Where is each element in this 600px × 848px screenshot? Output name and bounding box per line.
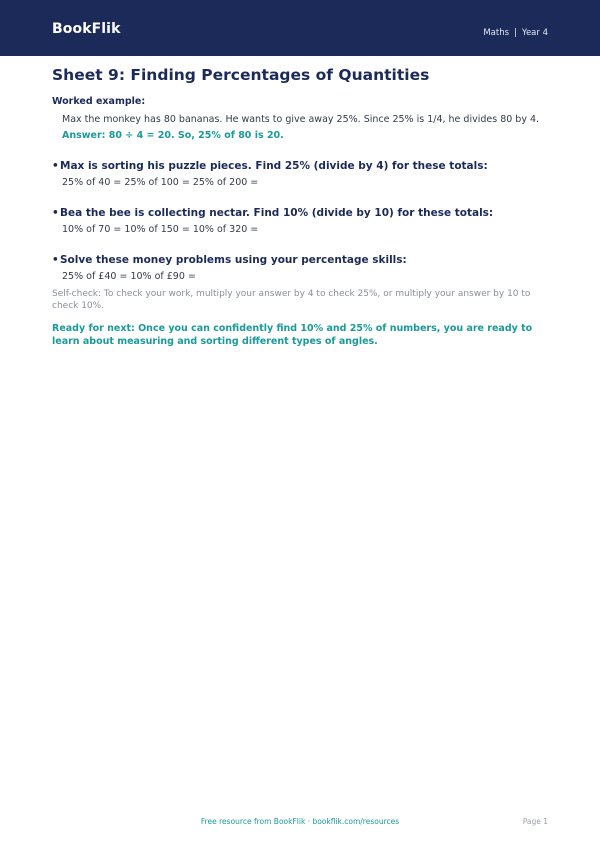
question-section-2 [52, 206, 552, 236]
brand-logo-text[interactable]: BookFlik [52, 21, 121, 37]
footer-source-link[interactable]: Free resource from BookFlik · bookflik.com/resources [200, 817, 400, 826]
subject-label: Maths [483, 28, 510, 38]
worksheet-content [52, 66, 552, 348]
question-heading-text: Max is sorting his puzzle pieces. Find 25% (divide by 4) for these totals: [60, 160, 488, 172]
worked-example-answer: Answer: 80 ÷ 4 = 20. So, 25% of 80 is 20. [62, 130, 284, 141]
question-items: 25% of £40 = 10% of £90 = [62, 271, 196, 282]
question-heading-text: Solve these money problems using your percentage skills: [60, 254, 407, 266]
page-header [0, 0, 600, 56]
self-check-note: Self-check: To check your work, multiply your answer by 4 to check 25%, or multiply your answer by 10 to check 10%. [52, 289, 531, 311]
question-heading [52, 159, 552, 173]
meta-separator: | [514, 28, 517, 38]
question-items: 10% of 70 = 10% of 150 = 10% of 320 = [62, 224, 259, 235]
question-section-3 [52, 253, 552, 283]
question-items: 25% of 40 = 25% of 100 = 25% of 200 = [62, 177, 259, 188]
page-number: Page 1 [522, 817, 548, 826]
bullet-icon: • [52, 160, 59, 172]
ready-for-next-note: Ready for next: Once you can confidently find 10% and 25% of numbers, you are ready to learn about measuring and sorting different types of angles. [52, 323, 533, 347]
question-heading [52, 253, 552, 267]
question-heading [52, 206, 552, 220]
header-meta [483, 29, 548, 38]
worked-example-label: Worked example: [52, 96, 146, 107]
bullet-icon: • [52, 207, 59, 219]
bullet-icon: • [52, 254, 59, 266]
year-label: Year 4 [521, 28, 548, 38]
worked-example-text: Max the monkey has 80 bananas. He wants to give away 25%. Since 25% is 1/4, he divides 80 by 4. [62, 114, 540, 125]
question-section-1 [52, 159, 552, 189]
page-title: Sheet 9: Finding Percentages of Quantities [52, 66, 430, 84]
question-heading-text: Bea the bee is collecting nectar. Find 10% (divide by 10) for these totals: [60, 207, 494, 219]
